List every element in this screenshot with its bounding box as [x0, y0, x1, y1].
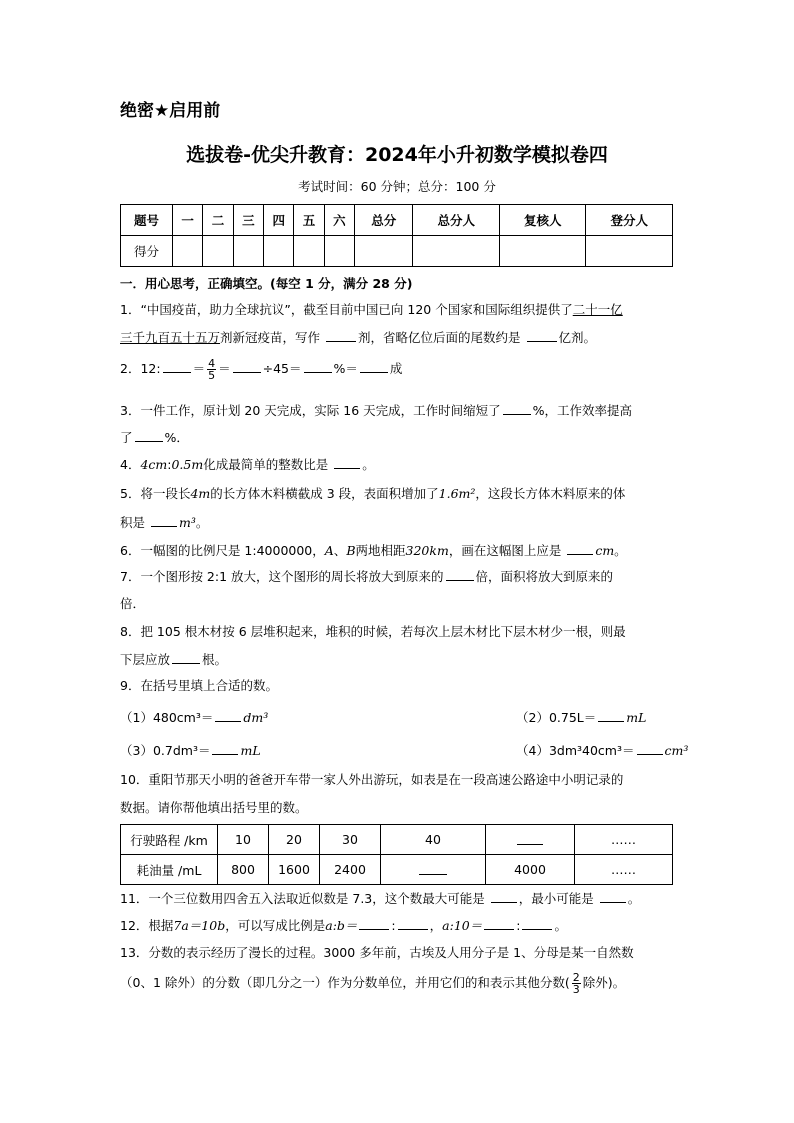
- q5-text-a: 5．将一段长: [120, 486, 191, 501]
- q9-item-1: （1）480cm³＝: [120, 710, 214, 725]
- q12-blank-3[interactable]: [484, 917, 514, 930]
- question-5-line-2: [120, 514, 680, 531]
- table-cell: 2400: [320, 855, 381, 885]
- q4-math-b: 0.5m: [171, 457, 204, 472]
- score-cell: [203, 236, 233, 267]
- q3-blank-1[interactable]: [503, 402, 531, 415]
- distance-row: [121, 825, 673, 855]
- q8-text-a: 8．把 105 根木材按 6 层堆积起来，堆积的时候，若每次上层木材比下层木材少一根，则最: [120, 624, 626, 639]
- q5-unit: m³: [179, 515, 196, 530]
- q9-item-3: （3）0.7dm³＝: [120, 743, 211, 758]
- question-11: [120, 890, 680, 907]
- q8-text-c: 根。: [202, 652, 228, 667]
- q12-ratio-1: a:b＝: [325, 918, 358, 933]
- score-cell: [264, 236, 294, 267]
- q9-unit-1: dm³: [243, 710, 269, 725]
- score-row-label: 得分: [121, 236, 173, 267]
- q1-underlined-a: 二十一亿: [572, 302, 623, 317]
- q11-text-b: ，最小可能是: [518, 891, 594, 906]
- table-cell: 800: [218, 855, 269, 885]
- score-cell: [499, 236, 585, 267]
- answer-blank-cell[interactable]: [486, 825, 575, 855]
- q4-math-a: 4cm: [140, 457, 168, 472]
- q4-colon: :: [167, 457, 172, 472]
- table-cell-ellipsis: ……: [575, 855, 673, 885]
- question-3-line-1: [120, 402, 680, 419]
- section-1-title: 一．用心思考，正确填空。(每空 1 分，满分 28 分): [120, 276, 413, 291]
- q6-text-c: 、: [333, 543, 347, 558]
- q9-blank-2[interactable]: [598, 709, 624, 722]
- q6-distance: 320km: [405, 543, 449, 558]
- q6-text-a: 6．一幅图的比例尺是 1:4000000，: [120, 543, 325, 558]
- q12-text-f: ，: [429, 918, 443, 933]
- score-header-cell: 总分人: [413, 205, 499, 236]
- q13-fraction-denominator: 3: [572, 983, 580, 996]
- q2-blank-2[interactable]: [233, 360, 261, 373]
- score-header-cell: 登分人: [586, 205, 673, 236]
- question-9-row-2: [120, 742, 689, 759]
- q3-text-c: 了: [120, 430, 133, 445]
- score-cell: [324, 236, 354, 267]
- table-cell: 1600: [269, 855, 320, 885]
- q9-blank-1[interactable]: [215, 709, 241, 722]
- q2-text-b: ＝: [218, 361, 231, 376]
- table-cell: 10: [218, 825, 269, 855]
- q1-text-d: 亿剂。: [558, 330, 597, 345]
- answer-blank-cell[interactable]: [381, 855, 486, 885]
- q11-blank-1[interactable]: [491, 890, 517, 903]
- q6-text-e: 两地相距: [355, 543, 406, 558]
- q4-text-a: 4．: [120, 457, 141, 472]
- q7-text-a: 7．一个图形按 2:1 放大，这个图形的周长将放大到原来的: [120, 569, 444, 584]
- score-table-header-row: [121, 205, 673, 236]
- question-3-line-2: [120, 429, 680, 446]
- q2-text-e: 成: [389, 361, 403, 376]
- q3-text-a: 3．一件工作，原计划 20 天完成，实际 16 天完成，工作时间缩短了: [120, 403, 501, 418]
- q5-text-c: 的长方体木料横截成 3 段，表面积增加了: [210, 486, 439, 501]
- question-1-line-1: [120, 302, 680, 318]
- question-9-row-1: [120, 709, 680, 726]
- q2-fraction: [207, 358, 216, 381]
- q2-fraction-denominator: 5: [208, 369, 216, 382]
- q12-text-a: 12．根据: [120, 918, 174, 933]
- score-header-cell: 六: [324, 205, 354, 236]
- question-7-line-2: [120, 596, 680, 612]
- q9-blank-3[interactable]: [212, 742, 238, 755]
- q1-blank-2[interactable]: [527, 329, 557, 342]
- q8-blank[interactable]: [172, 651, 200, 664]
- q12-colon-1: :: [391, 918, 396, 933]
- q3-text-d: %．: [164, 430, 189, 445]
- q13-text-c: 除外)。: [582, 975, 626, 990]
- q5-math-b: 1.6m²: [438, 486, 476, 501]
- score-cell: [413, 236, 499, 267]
- q12-text-c: ，可以写成比例是: [225, 918, 326, 933]
- q12-blank-1[interactable]: [359, 917, 389, 930]
- question-1-line-2: [120, 329, 680, 346]
- question-2: [120, 358, 680, 381]
- question-13-line-1: 13．分数的表示经历了漫长的过程。3000 多年前，古埃及人用分子是 1、分母是某一自然数: [120, 945, 634, 960]
- score-cell: [355, 236, 413, 267]
- q3-blank-2[interactable]: [135, 429, 163, 442]
- q12-equation: 7a＝10b: [173, 918, 226, 933]
- q2-eq-1: ＝: [192, 361, 206, 376]
- q5-blank[interactable]: [151, 514, 177, 527]
- question-10-line-1: 10．重阳节那天小明的爸爸开车带一家人外出游玩，如表是在一段高速公路途中小明记录的: [120, 772, 624, 787]
- score-header-cell: 总分: [355, 205, 413, 236]
- score-header-cell: 三: [233, 205, 263, 236]
- q1-text-c: 剂，省略亿位后面的尾数约是: [358, 330, 521, 345]
- q13-fraction-numerator: 2: [572, 971, 580, 984]
- q1-text-a: 1．“中国疫苗，助力全球抗议”，截至目前中国已向 120 个国家和国际组织提供了: [120, 302, 573, 317]
- q11-text-c: 。: [627, 891, 641, 906]
- score-header-cell: 二: [203, 205, 233, 236]
- table-cell: 20: [269, 825, 320, 855]
- q5-text-e: ，这段长方体木料原来的体: [475, 486, 626, 501]
- q12-ratio-2: a:10＝: [442, 918, 483, 933]
- score-cell: [586, 236, 673, 267]
- q7-text-b: 倍，面积将放大到原来的: [475, 569, 614, 584]
- table-cell: 40: [381, 825, 486, 855]
- score-table-score-row: [121, 236, 673, 267]
- q9-item-2-wrap: [516, 709, 646, 726]
- fuel-row-header: 耗油量 /mL: [121, 855, 218, 885]
- q13-text-b: （0、1 除外）的分数（即几分之一）作为分数单位，并用它们的和表示其他分数(: [120, 975, 570, 990]
- q1-underlined-b: 三千九百五十五万: [120, 330, 221, 345]
- q5-math-a: 4m: [190, 486, 211, 501]
- q1-text-b: 剂新冠疫苗，写作: [220, 330, 321, 345]
- q2-fraction-numerator: 4: [208, 357, 216, 370]
- exam-subtitle: 考试时间：60 分钟；总分：100 分: [298, 179, 496, 194]
- q6-unit: cm: [595, 543, 615, 558]
- score-cell: [233, 236, 263, 267]
- q2-blank-3[interactable]: [304, 360, 332, 373]
- table-cell: 4000: [486, 855, 575, 885]
- q12-blank-2[interactable]: [398, 917, 428, 930]
- q9-blank-4[interactable]: [637, 742, 663, 755]
- q2-blank-1[interactable]: [163, 360, 191, 373]
- question-10-line-2: 数据。请你帮他填出括号里的数。: [120, 800, 308, 815]
- question-12: [120, 917, 680, 934]
- q10-blank-fuel[interactable]: [419, 862, 447, 875]
- question-5-line-1: [120, 486, 680, 502]
- score-header-cell: 一: [173, 205, 203, 236]
- q8-text-b: 下层应放: [120, 652, 171, 667]
- confidential-mark: 绝密★启用前: [120, 101, 221, 121]
- question-8-line-2: [120, 651, 680, 668]
- q7-blank-1[interactable]: [446, 568, 474, 581]
- q6-blank[interactable]: [567, 542, 593, 555]
- question-13-line-2: [120, 972, 680, 995]
- q1-blank-1[interactable]: [326, 329, 356, 342]
- q9-item-2: （2）0.75L＝: [516, 710, 597, 725]
- q7-text-c: 倍．: [120, 596, 146, 611]
- q4-text-f: 。: [362, 457, 375, 472]
- q10-blank-distance[interactable]: [517, 832, 543, 845]
- question-4: [120, 456, 680, 473]
- q11-text-a: 11．一个三位数用四舍五入法取近似数是 7.3，这个数最大可能是: [120, 891, 485, 906]
- q3-text-b: %，工作效率提高: [532, 403, 633, 418]
- score-table: [120, 204, 673, 267]
- q9-unit-2: mL: [626, 710, 647, 725]
- question-8-line-1: [120, 624, 680, 640]
- fuel-data-table: [120, 824, 673, 885]
- table-cell-ellipsis: ……: [575, 825, 673, 855]
- q9-item-4: （4）3dm³40cm³＝: [516, 743, 635, 758]
- q2-blank-4[interactable]: [360, 360, 388, 373]
- q2-text-d: %＝: [333, 361, 358, 376]
- q12-blank-4[interactable]: [522, 917, 552, 930]
- question-6: [120, 542, 680, 559]
- table-cell: 30: [320, 825, 381, 855]
- question-9-title: 9．在括号里填上合适的数。: [120, 678, 278, 693]
- distance-row-header: 行驶路程 /km: [121, 825, 218, 855]
- q6-point-b: B: [346, 543, 356, 558]
- q2-text-a: 2．12:: [120, 361, 161, 376]
- fuel-row: [121, 855, 673, 885]
- q6-text-i: 。: [614, 543, 627, 558]
- score-header-cell: 四: [264, 205, 294, 236]
- q12-colon-2: :: [516, 918, 521, 933]
- q4-text-e: 化成最简单的整数比是: [203, 457, 329, 472]
- q5-text-f: 积是: [120, 515, 146, 530]
- q13-fraction: [572, 972, 581, 995]
- score-cell: [294, 236, 324, 267]
- q9-unit-3: mL: [240, 743, 261, 758]
- q4-blank[interactable]: [334, 456, 360, 469]
- exam-title: 选拔卷-优尖升教育：2024年小升初数学模拟卷四: [186, 144, 608, 166]
- q9-item-4-wrap: [516, 742, 688, 759]
- q9-unit-4: cm³: [664, 743, 689, 758]
- q12-text-i: 。: [554, 918, 567, 933]
- score-header-cell: 复核人: [499, 205, 585, 236]
- score-header-cell: 五: [294, 205, 324, 236]
- question-7-line-1: [120, 568, 680, 585]
- q5-text-h: 。: [195, 515, 209, 530]
- score-header-cell: 题号: [121, 205, 173, 236]
- q6-point-a: A: [324, 543, 334, 558]
- q6-text-g: ，画在这幅图上应是: [448, 543, 562, 558]
- q2-text-c: ÷45＝: [262, 361, 302, 376]
- score-cell: [173, 236, 203, 267]
- q11-blank-2[interactable]: [600, 890, 626, 903]
